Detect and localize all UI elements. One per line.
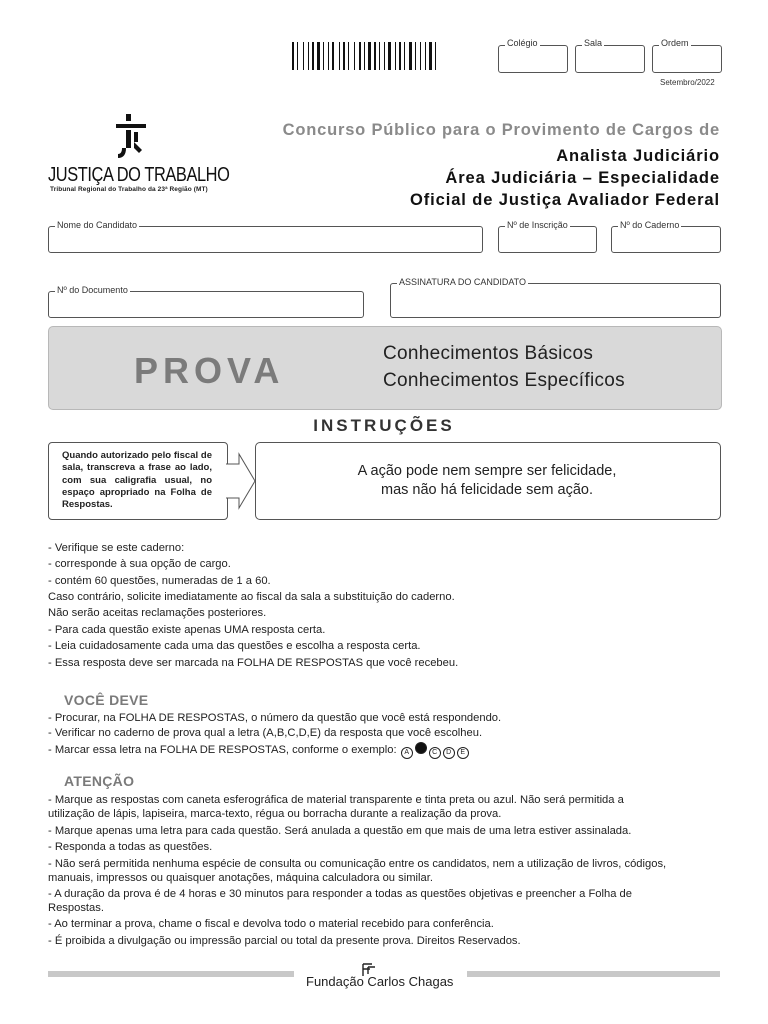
answer-bubble-c: C (429, 747, 441, 759)
voce-deve-item-text: - Marcar essa letra na FOLHA DE RESPOSTAS, conforme o exemplo: (48, 744, 397, 756)
atencao-line: - Marque as respostas com caneta esferográfica de material transparente e tinta preta ou azul. Não será permitida a (48, 794, 624, 806)
atencao-line: utilização de lápis, lapiseira, marca-texto, régua ou borracha durante a realização da prova. (48, 808, 502, 820)
answer-bubble-d: D (443, 747, 455, 759)
atencao-line: Respostas. (48, 902, 104, 914)
checklist-line: - corresponde à sua opção de cargo. (48, 558, 231, 570)
cargo-line-2: Área Judiciária – Especialidade (445, 169, 720, 187)
checklist-line: - Para cada questão existe apenas UMA resposta certa. (48, 624, 326, 636)
voce-deve-title: VOCÊ DEVE (64, 692, 149, 708)
footer-bar-left (48, 971, 294, 977)
atencao-line: - Responda a todas as questões. (48, 841, 213, 853)
prova-subject-2: Conhecimentos Específicos (383, 370, 625, 391)
footer-bar-right (467, 971, 720, 977)
atencao-line: - Marque apenas uma letra para cada questão. Será anulada a questão em que mais de uma letra estiver assinalada. (48, 825, 632, 837)
atencao-line: - A duração da prova é de 4 horas e 30 minutos para responder a todas as questões objetivas e preencher a Folha de (48, 888, 632, 900)
nome-candidato-label: Nome do Candidato (57, 220, 138, 230)
inscricao-field[interactable] (498, 220, 597, 253)
caderno-label: Nº do Caderno (620, 220, 680, 230)
voce-deve-item: - Procurar, na FOLHA DE RESPOSTAS, o número da questão que você está respondendo. (48, 712, 502, 724)
ordem-box (652, 38, 722, 73)
caderno-field[interactable] (611, 220, 721, 253)
phrase-line-2: mas não há felicidade sem ação. (381, 482, 593, 498)
atencao-line: - É proibida a divulgação ou impressão parcial ou total da presente prova. Direitos Reservados. (48, 935, 521, 947)
documento-field[interactable] (48, 285, 364, 318)
checklist-line: - Leia cuidadosamente cada uma das questões e escolha a resposta certa. (48, 640, 421, 652)
concurso-heading: Concurso Público para o Provimento de Cargos de (282, 121, 720, 139)
checklist-line: - contém 60 questões, numeradas de 1 a 60. (48, 575, 271, 587)
atencao-line: manuais, impressos ou quaisquer anotações, máquina calculadora ou similar. (48, 872, 433, 884)
checklist-line: - Essa resposta deve ser marcada na FOLHA DE RESPOSTAS que você recebeu. (48, 657, 459, 669)
sala-box (575, 38, 645, 73)
atencao-line: - Não será permitida nenhuma espécie de consulta ou comunicação entre os candidatos, nem a utilização de livros, códigos, (48, 858, 667, 870)
voce-deve-item: - Verificar no caderno de prova qual a letra (A,B,C,D,E) da resposta que você escolheu. (48, 727, 483, 739)
colegio-box (498, 38, 568, 73)
atencao-title: ATENÇÃO (64, 773, 135, 789)
nome-candidato-field[interactable] (48, 220, 483, 253)
prova-title: PROVA (134, 350, 285, 391)
phrase-box (255, 442, 721, 520)
exam-date: Setembro/2022 (660, 78, 715, 87)
sala-label: Sala (584, 38, 603, 48)
documento-label: Nº do Documento (57, 285, 128, 295)
cargo-line-1: Analista Judiciário (556, 147, 720, 165)
ordem-label: Ordem (661, 38, 689, 48)
prova-subject-1: Conhecimentos Básicos (383, 343, 594, 364)
logo-subtitle: Tribunal Regional do Trabalho da 23ª Região (MT) (50, 186, 208, 193)
answer-bubble-a: A (401, 747, 413, 759)
answer-bubble-e: E (457, 747, 469, 759)
inscricao-label: Nº de Inscrição (507, 220, 568, 230)
voce-deve-item (48, 742, 470, 759)
instrucoes-title: INSTRUÇÕES (313, 416, 455, 435)
barcode (292, 42, 484, 70)
assinatura-field[interactable] (390, 277, 721, 318)
cargo-line-3: Oficial de Justiça Avaliador Federal (410, 191, 720, 209)
checklist-line: Não serão aceitas reclamações posteriores. (48, 607, 267, 619)
phrase-line-1: A ação pode nem sempre ser felicidade, (357, 463, 617, 479)
justica-logo-icon (112, 112, 152, 168)
fcc-name: Fundação Carlos Chagas (306, 974, 454, 989)
answer-example-bubbles (400, 744, 470, 756)
answer-bubble-b (415, 742, 427, 754)
checklist-line: - Verifique se este caderno: (48, 542, 185, 554)
note-text: Quando autorizado pelo fiscal de sala, transcreva a frase ao lado, com sua caligrafia usual, no espaço apropriado na Folha de Respostas. (62, 450, 212, 511)
atencao-line: - Ao terminar a prova, chame o fiscal e devolva todo o material recebido para conferência. (48, 918, 494, 930)
assinatura-label: ASSINATURA DO CANDIDATO (399, 277, 527, 287)
arrow-right-icon (225, 452, 257, 510)
logo-title: JUSTIÇA DO TRABALHO (48, 164, 230, 186)
colegio-label: Colégio (507, 38, 538, 48)
checklist-line: Caso contrário, solicite imediatamente ao fiscal da sala a substituição do caderno. (48, 591, 455, 603)
